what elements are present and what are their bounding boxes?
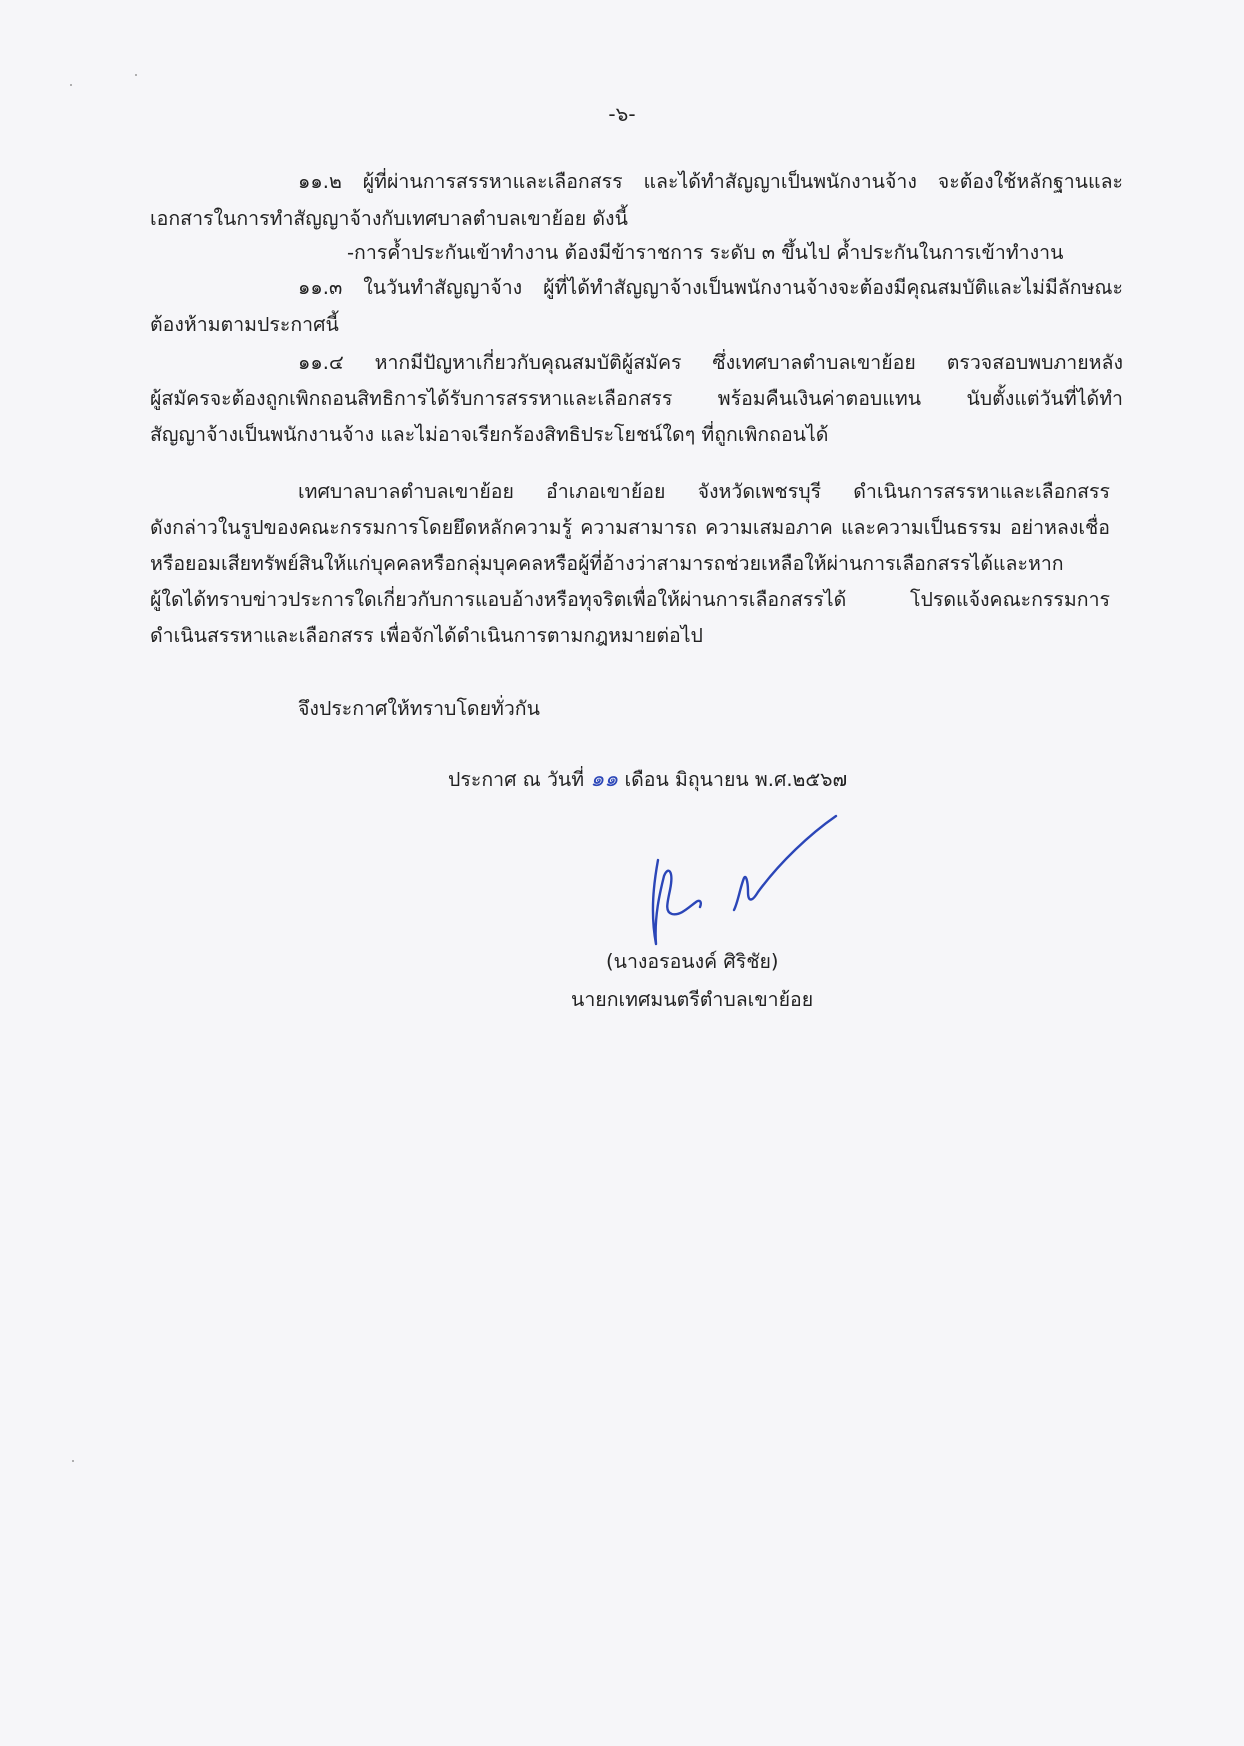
scan-speck bbox=[70, 84, 72, 86]
page-number: -๖- bbox=[608, 102, 636, 126]
signer-position: นายกเทศมนตรีตำบลเขาย้อย bbox=[571, 988, 814, 1011]
section-11-4-line-3: สัญญาจ้างเป็นพนักงานจ้าง และไม่อาจเรียกร้องสิทธิประโยชน์ใดๆ ที่ถูกเพิกถอนได้ bbox=[150, 423, 829, 446]
announce-date-suffix: เดือน มิถุนายน พ.ศ.๒๕๖๗ bbox=[624, 768, 848, 791]
announce-date-prefix: ประกาศ ณ วันที่ bbox=[448, 768, 585, 791]
section-11-3-line-1: ๑๑.๓ ในวันทำสัญญาจ้าง ผู้ที่ได้ทำสัญญาจ้างเป็นพนักงานจ้างจะต้องมีคุณสมบัติและไม่มีลักษณะ bbox=[298, 276, 1123, 299]
announce-day: ๑๑ bbox=[590, 767, 619, 792]
signature bbox=[640, 812, 850, 952]
closing-line-4: ผู้ใดได้ทราบข่าวประการใดเกี่ยวกับการแอบอ้างหรือทุจริตเพื่อให้ผ่านการเลือกสรรได้ โปรดแจ้งคณะกรรมการ bbox=[150, 588, 1110, 611]
scan-speck bbox=[72, 1460, 74, 1462]
announce-all: จึงประกาศให้ทราบโดยทั่วกัน bbox=[298, 697, 540, 720]
section-11-2-line-2: เอกสารในการทำสัญญาจ้างกับเทศบาลตำบลเขาย้อย ดังนี้ bbox=[150, 207, 628, 230]
signer-name: (นางอรอนงค์ ศิริชัย) bbox=[606, 950, 779, 973]
section-11-2-line-1: ๑๑.๒ ผู้ที่ผ่านการสรรหาและเลือกสรร และได้ทำสัญญาเป็นพนักงานจ้าง จะต้องใช้หลักฐานและ bbox=[298, 170, 1123, 193]
closing-line-2: ดังกล่าวในรูปของคณะกรรมการโดยยึดหลักความรู้ ความสามารถ ความเสมอภาค และความเป็นธรรม อย่าหลงเชื่อ bbox=[150, 516, 1110, 539]
closing-line-3: หรือยอมเสียทรัพย์สินให้แก่บุคคลหรือกลุ่มบุคคลหรือผู้ที่อ้างว่าสามารถช่วยเหลือให้ผ่านการเลือกสรรได้และหาก bbox=[150, 552, 1064, 575]
closing-line-1: เทศบาลบาลตำบลเขาย้อย อำเภอเขาย้อย จังหวัดเพชรบุรี ดำเนินการสรรหาและเลือกสรร bbox=[298, 480, 1110, 503]
announce-date bbox=[448, 766, 847, 794]
section-11-4-line-2: ผู้สมัครจะต้องถูกเพิกถอนสิทธิการได้รับการสรรหาและเลือกสรร พร้อมคืนเงินค่าตอบแทน นับตั้งแต่วันที่ได้ทำ bbox=[150, 387, 1123, 410]
scan-speck bbox=[135, 74, 137, 76]
section-11-4-line-1: ๑๑.๔ หากมีปัญหาเกี่ยวกับคุณสมบัติผู้สมัคร ซึ่งเทศบาลตำบลเขาย้อย ตรวจสอบพบภายหลัง bbox=[298, 351, 1123, 374]
section-11-3-line-2: ต้องห้ามตามประกาศนี้ bbox=[150, 313, 339, 336]
closing-line-5: ดำเนินสรรหาและเลือกสรร เพื่อจักได้ดำเนินการตามกฎหมายต่อไป bbox=[150, 624, 703, 647]
section-11-2-line-3: -การค้ำประกันเข้าทำงาน ต้องมีข้าราชการ ระดับ ๓ ขึ้นไป ค้ำประกันในการเข้าทำงาน bbox=[347, 241, 1064, 264]
